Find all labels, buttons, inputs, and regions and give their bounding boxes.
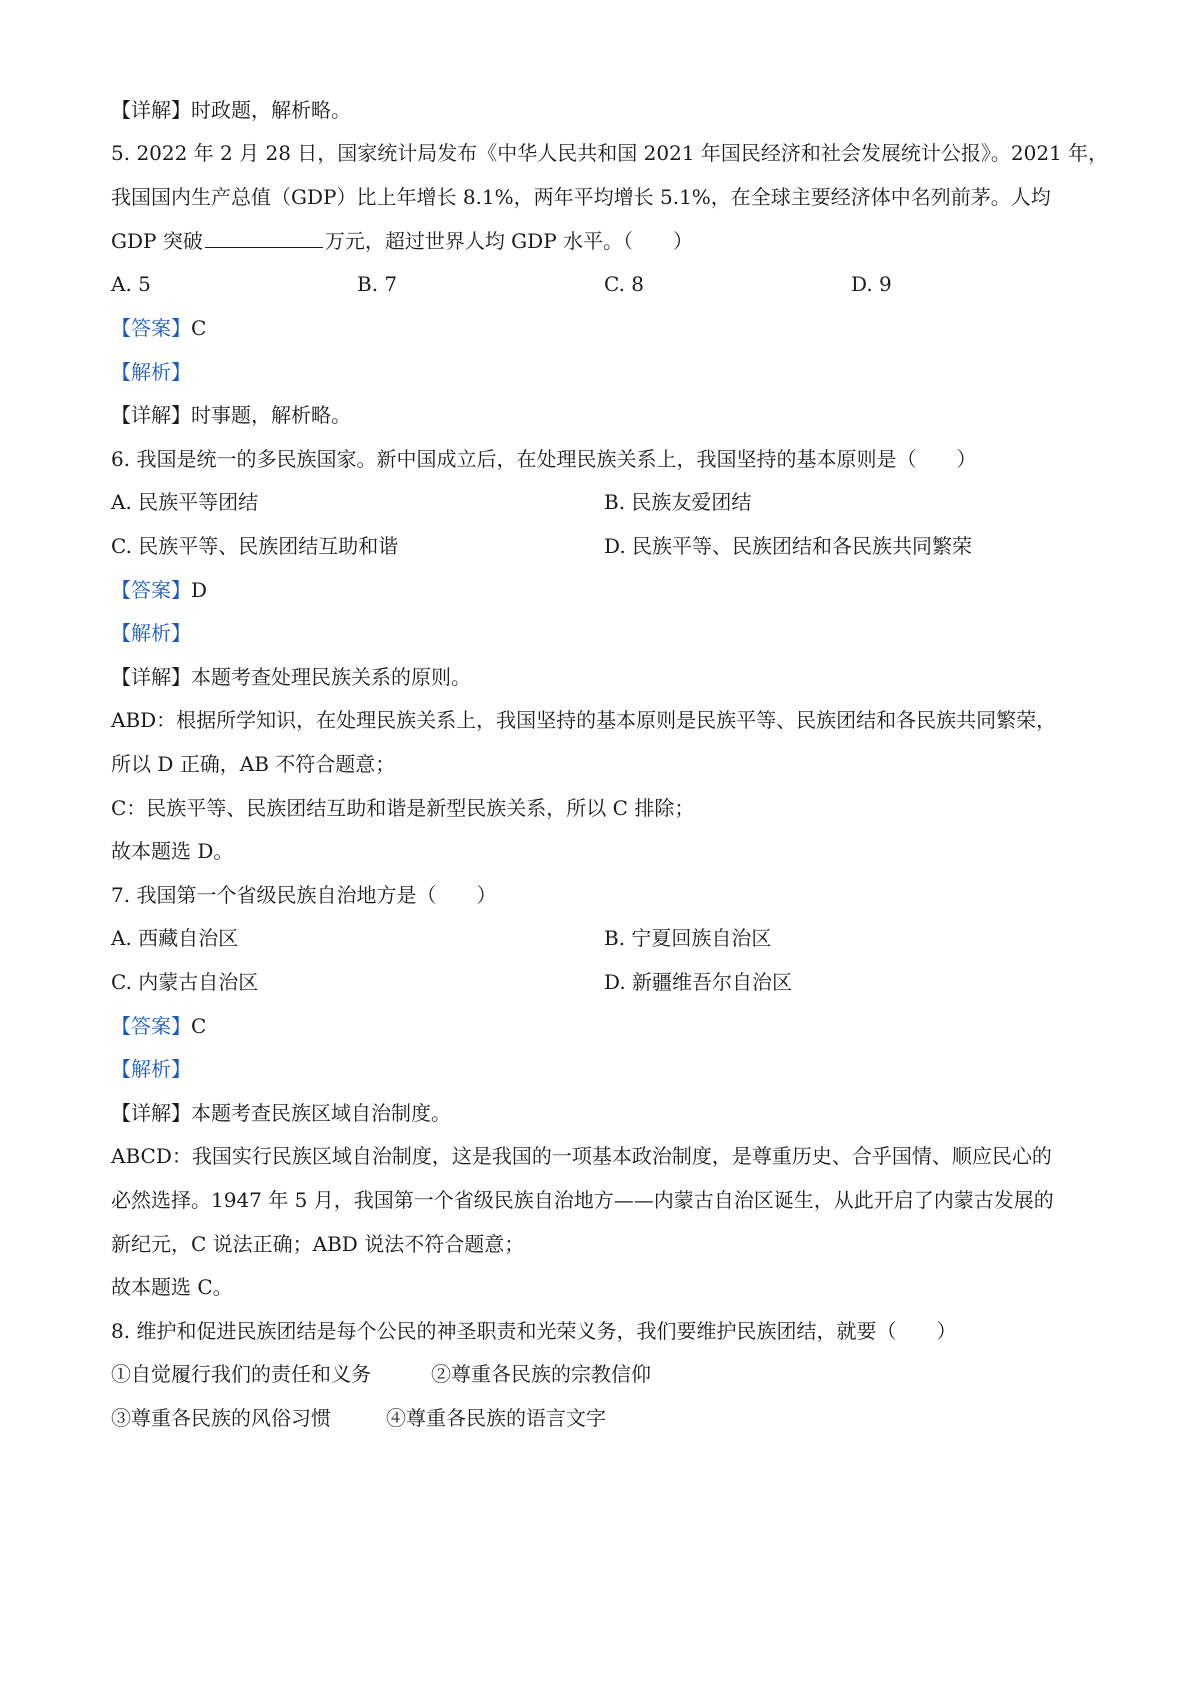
q7-conclusion: 故本题选 C。: [111, 1275, 233, 1299]
q7-analysis-label: 【解析】: [111, 1057, 191, 1081]
q8-item-4: ④尊重各民族的语言文字: [386, 1406, 606, 1430]
q5-answer: [111, 314, 206, 342]
q5-stem-line-3-b: 万元，超过世界人均 GDP 水平。（ ）: [324, 229, 694, 253]
q7-option-b: B. 宁夏回族自治区: [604, 926, 772, 950]
q5-option-d: D. 9: [851, 272, 892, 296]
q5-option-b: B. 7: [357, 272, 398, 296]
q5-detail: 【详解】时事题，解析略。: [111, 403, 351, 427]
q6-answer-label: 【答案】: [111, 578, 191, 602]
q7-option-a: A. 西藏自治区: [111, 926, 239, 950]
q4-detail: 【详解】时政题，解析略。: [111, 98, 351, 122]
q5-option-a: A. 5: [111, 272, 151, 296]
q7-answer-value: C: [191, 1014, 207, 1038]
q6-option-c: C. 民族平等、民族团结互助和谐: [111, 534, 399, 558]
q6-stem: 6. 我国是统一的多民族国家。新中国成立后，在处理民族关系上，我国坚持的基本原则是（ ）: [111, 447, 977, 471]
q6-option-a: A. 民族平等团结: [111, 490, 259, 514]
q6-conclusion: 故本题选 D。: [111, 839, 234, 863]
q6-explanation-3: C：民族平等、民族团结互助和谐是新型民族关系，所以 C 排除；: [111, 796, 695, 820]
q8-item-3: ③尊重各民族的风俗习惯: [111, 1406, 331, 1430]
q5-stem-line-3-a: GDP 突破: [111, 229, 203, 253]
q6-answer: [111, 576, 207, 604]
q5-stem-line-3: [111, 227, 693, 255]
q8-item-2: ②尊重各民族的宗教信仰: [431, 1362, 651, 1386]
q7-explanation-3: 新纪元，C 说法正确；ABD 说法不符合题意；: [111, 1232, 525, 1256]
q6-analysis-label: 【解析】: [111, 621, 191, 645]
q7-option-d: D. 新疆维吾尔自治区: [604, 970, 793, 994]
q6-option-b: B. 民族友爱团结: [604, 490, 752, 514]
q7-explanation-2: 必然选择。1947 年 5 月，我国第一个省级民族自治地方——内蒙古自治区诞生，从此开启了内蒙古发展的: [111, 1188, 1054, 1212]
q5-analysis-label: 【解析】: [111, 360, 191, 384]
q8-item-1: ①自觉履行我们的责任和义务: [111, 1362, 371, 1386]
q5-stem-line-2: 我国国内生产总值（GDP）比上年增长 8.1%，两年平均增长 5.1%，在全球主要经济体中名列前茅。人均: [111, 185, 1051, 209]
q8-stem: 8. 维护和促进民族团结是每个公民的神圣职责和光荣义务，我们要维护民族团结，就要（ ）: [111, 1319, 957, 1343]
q5-answer-value: C: [191, 316, 207, 340]
q5-stem-line-1: 5. 2022 年 2 月 28 日，国家统计局发布《中华人民共和国 2021 年国民经济和社会发展统计公报》。2021 年，: [111, 141, 1109, 165]
q6-detail: 【详解】本题考查处理民族关系的原则。: [111, 665, 471, 689]
q5-answer-blank: [205, 229, 323, 248]
q6-answer-value: D: [191, 578, 208, 602]
q7-answer-label: 【答案】: [111, 1014, 191, 1038]
q7-option-c: C. 内蒙古自治区: [111, 970, 259, 994]
q5-option-c: C. 8: [604, 272, 645, 296]
q7-detail: 【详解】本题考查民族区域自治制度。: [111, 1101, 451, 1125]
q5-answer-label: 【答案】: [111, 316, 191, 340]
q6-explanation-2: 所以 D 正确，AB 不符合题意；: [111, 752, 396, 776]
q7-answer: [111, 1012, 206, 1040]
q7-explanation-1: ABCD：我国实行民族区域自治制度，这是我国的一项基本政治制度，是尊重历史、合乎国情、顺应民心的: [111, 1144, 1052, 1168]
q7-stem: 7. 我国第一个省级民族自治地方是（ ）: [111, 883, 497, 907]
q6-option-d: D. 民族平等、民族团结和各民族共同繁荣: [604, 534, 973, 558]
q6-explanation-1: ABD：根据所学知识，在处理民族关系上，我国坚持的基本原则是民族平等、民族团结和各民族共同繁荣，: [111, 708, 1057, 732]
